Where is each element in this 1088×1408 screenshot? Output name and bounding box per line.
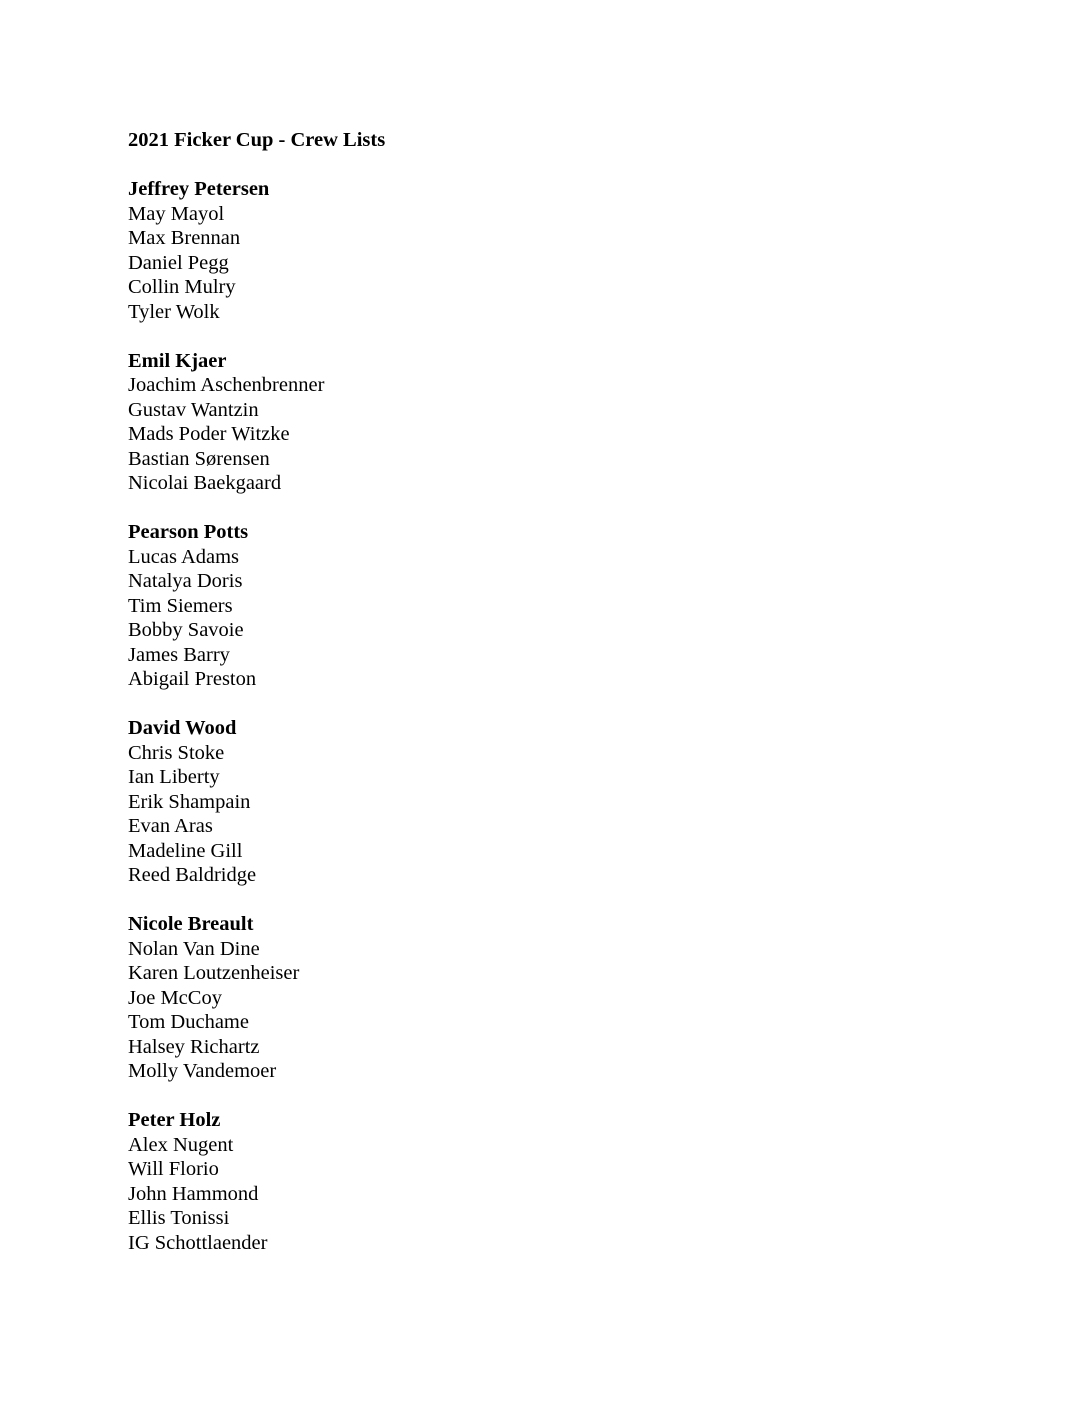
crew-member: Daniel Pegg — [128, 251, 229, 274]
crew-member: Tyler Wolk — [128, 300, 220, 323]
crew-skipper: Peter Holz — [128, 1109, 221, 1131]
crew-member: Bastian Sørensen — [128, 447, 270, 470]
crew-member: Molly Vandemoer — [128, 1060, 277, 1082]
crew-member: Karen Loutzenheiser — [128, 962, 300, 984]
crew-member: Alex Nugent — [128, 1133, 234, 1156]
crew-member: Max Brennan — [128, 227, 241, 249]
crew-member: Reed Baldridge — [128, 864, 257, 886]
crew-member: Lucas Adams — [128, 545, 240, 568]
crew-member: Halsey Richartz — [128, 1035, 260, 1058]
crew-member: James Barry — [128, 643, 230, 666]
crew-member: Natalya Doris — [128, 570, 243, 592]
crew-member: Joe McCoy — [128, 986, 222, 1009]
crew-member: Ian Liberty — [128, 766, 220, 788]
crew-member: Will Florio — [128, 1158, 219, 1180]
crew-skipper: Jeffrey Petersen — [128, 178, 270, 200]
crew-list — [128, 912, 928, 1084]
crew-member: Nolan Van Dine — [128, 937, 260, 960]
crew-member: Collin Mulry — [128, 276, 236, 298]
crew-member: Tim Siemers — [128, 594, 233, 617]
crew-member: Gustav Wantzin — [128, 398, 259, 421]
crew-list — [128, 716, 928, 888]
crew-member: Joachim Aschenbrenner — [128, 374, 325, 396]
document-content — [128, 128, 928, 1280]
document-title: 2021 Ficker Cup - Crew Lists — [128, 129, 386, 151]
crew-list — [128, 520, 928, 692]
crew-member: May Mayol — [128, 202, 225, 225]
crew-skipper: Pearson Potts — [128, 521, 249, 543]
crew-skipper: Emil Kjaer — [128, 349, 227, 372]
crew-member: Nicolai Baekgaard — [128, 472, 282, 494]
crew-member: Tom Duchame — [128, 1011, 249, 1033]
crew-list — [128, 349, 928, 496]
crew-skipper: David Wood — [128, 717, 237, 739]
crew-list — [128, 1108, 928, 1255]
crew-member: Bobby Savoie — [128, 619, 244, 641]
crew-member: John Hammond — [128, 1182, 259, 1205]
crew-member: Chris Stoke — [128, 741, 225, 764]
crew-member: Abigail Preston — [128, 668, 257, 690]
crew-skipper: Nicole Breault — [128, 913, 254, 935]
crew-member: Mads Poder Witzke — [128, 423, 290, 445]
crew-member: Ellis Tonissi — [128, 1207, 230, 1229]
crew-member: Erik Shampain — [128, 790, 251, 813]
crew-member: Madeline Gill — [128, 839, 243, 862]
crew-member: Evan Aras — [128, 815, 213, 837]
crew-member: IG Schottlaender — [128, 1231, 268, 1254]
crew-list — [128, 177, 928, 324]
